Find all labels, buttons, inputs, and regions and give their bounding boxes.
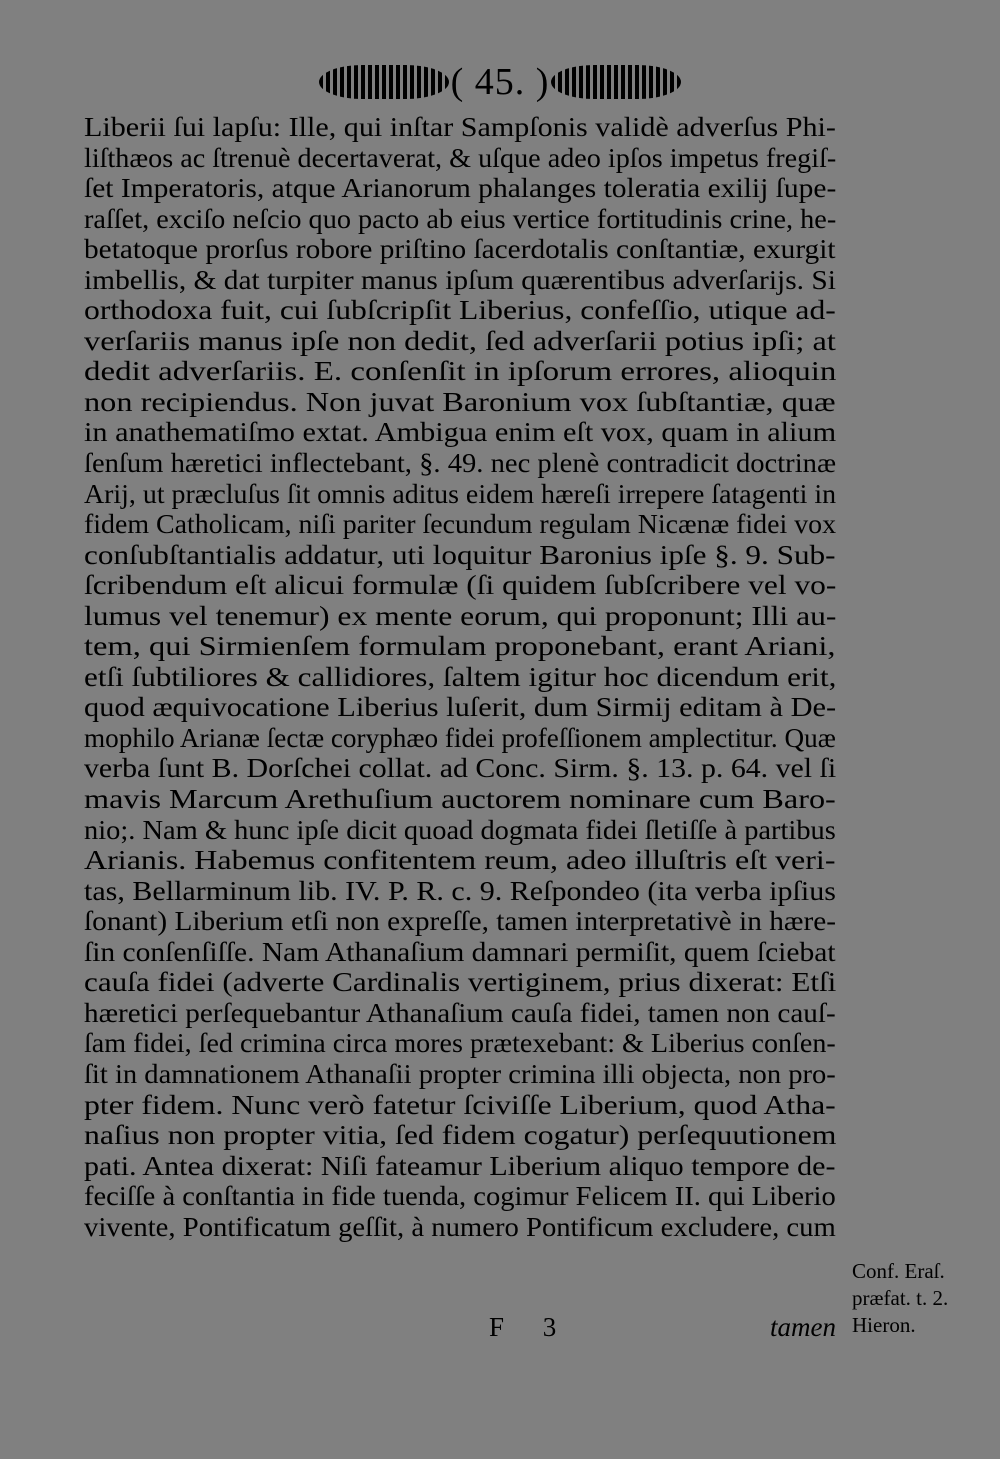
text-line: conſubſtantialis addatur, uti loquitur Baronius ipſe §. 9. Sub- xyxy=(84,539,836,570)
ornament-right-icon xyxy=(551,65,681,99)
margin-note-line: Hieron. xyxy=(852,1313,916,1337)
text-line: hæretici perſequebantur Athanaſium cauſa fidei, tamen non cauſ- xyxy=(84,997,836,1028)
text-line: mavis Marcum Arethuſium auctorem nominare cum Baro- xyxy=(84,784,836,815)
text-line: orthodoxa fuit, cui ſubſcripſit Liberius, confeſſio, utique ad- xyxy=(84,295,836,326)
text-line: tas, Bellarminum lib. IV. P. R. c. 9. Reſpondeo (ita verba ipſius xyxy=(84,875,836,906)
text-line: mophilo Arianæ ſectæ coryphæo fidei profeſſionem amplectitur. Quæ xyxy=(84,722,836,753)
margin-note xyxy=(852,1258,998,1339)
text-line: fidem Catholicam, niſi pariter ſecundum regulam Nicænæ fidei vox xyxy=(84,509,837,540)
text-line: pter fidem. Nunc verò fatetur ſciviſſe Liberium, quod Atha- xyxy=(84,1089,836,1120)
text-line: Liberii ſui lapſu: Ille, qui inſtar Sampſonis validè adverſus Phi- xyxy=(84,112,836,142)
text-line: cauſa fidei (adverte Cardinalis vertiginem, prius dixerat: Etſi xyxy=(84,967,836,998)
text-line: verſariis manus ipſe non dedit, ſed adverſarii potius ipſi; at xyxy=(84,325,836,356)
text-line: nio;. Nam & hunc ipſe dicit quoad dogmata fidei ſletiſſe à partibus xyxy=(84,814,836,845)
running-header xyxy=(0,58,1000,106)
text-line: ſit in damnationem Athanaſii propter crimina illi objecta, non pro- xyxy=(84,1058,836,1089)
text-line: betatoque prorſus robore priſtino ſacerdotalis conſtantiæ, exurgit xyxy=(84,234,836,265)
page-footer xyxy=(84,1310,836,1344)
text-line: Arianis. Habemus confitentem reum, adeo illuſtris eſt veri- xyxy=(84,845,836,876)
text-line: imbellis, & dat turpiter manus ipſum quærentibus adverſarijs. Si xyxy=(84,264,836,295)
text-line: liſthæos ac ſtrenuè decertaverat, & uſque adeo ipſos impetus fregiſ- xyxy=(84,142,836,173)
text-line: tem, qui Sirmienſem formulam proponebant, erant Ariani, xyxy=(84,631,836,662)
text-line: lumus vel tenemur) ex mente eorum, qui proponunt; Illi au- xyxy=(84,600,836,631)
text-line: naſius non propter vitia, ſed fidem cogatur) perſequutionem xyxy=(84,1120,836,1151)
text-line: feciſſe à conſtantia in fide tuenda, cogimur Felicem II. qui Liberio xyxy=(84,1181,836,1212)
text-line: ſenſum hæretici inflectebant, §. 49. nec plenè contradicit doctrinæ xyxy=(84,448,837,479)
text-line: non recipiendus. Non juvat Baronium vox ſubſtantiæ, quæ xyxy=(84,386,836,417)
page-number: ( 45. ) xyxy=(450,61,550,103)
text-line: raſſet, exciſo neſcio quo pacto ab eius vertice fortitudinis crine, he- xyxy=(84,203,836,234)
ornament-left-icon xyxy=(319,65,449,99)
text-line: ſam fidei, ſed crimina circa mores prætexebant: & Liberius conſen- xyxy=(84,1028,836,1059)
text-line: Arij, ut præcluſus ſit omnis aditus eidem hæreſi irrepere ſatagenti in xyxy=(84,478,837,509)
text-line: in anathematiſmo extat. Ambigua enim eſt vox, quam in alium xyxy=(84,417,836,448)
text-line: verba ſunt B. Dorſchei collat. ad Conc. Sirm. §. 13. p. 64. vel ſi xyxy=(84,753,837,784)
text-line: quod æquivocatione Liberius luſerit, dum Sirmij editam à De- xyxy=(84,692,836,723)
text-line: etſi ſubtiliores & callidiores, ſaltem igitur hoc dicendum erit, xyxy=(84,661,836,692)
text-line: ſet Imperatoris, atque Arianorum phalanges toleratia exilij ſupe- xyxy=(84,173,836,204)
text-line: dedit adverſariis. E. conſenſit in ipſorum errores, alioquin xyxy=(84,356,836,387)
margin-note-line: præfat. t. 2. xyxy=(852,1286,949,1310)
text-line: ſonant) Liberium etſi non expreſſe, tamen interpretativè in hære- xyxy=(84,906,836,937)
text-line: ſin conſenſiſſe. Nam Athanaſium damnari permiſit, quem ſciebat xyxy=(84,936,836,967)
margin-note-line: Conf. Eraſ. xyxy=(852,1259,945,1283)
catchword: tamen xyxy=(770,1312,836,1342)
text-line: vivente, Pontificatum geſſit, à numero Pontificum excludere, cum xyxy=(84,1211,836,1242)
signature-mark: F 3 xyxy=(489,1312,573,1342)
text-line: pati. Antea dixerat: Niſi fateamur Liberium aliquo tempore de- xyxy=(84,1150,836,1181)
body-text xyxy=(84,112,836,1242)
text-line: ſcribendum eſt alicui formulæ (ſi quidem ſubſcribere vel vo- xyxy=(84,570,836,601)
